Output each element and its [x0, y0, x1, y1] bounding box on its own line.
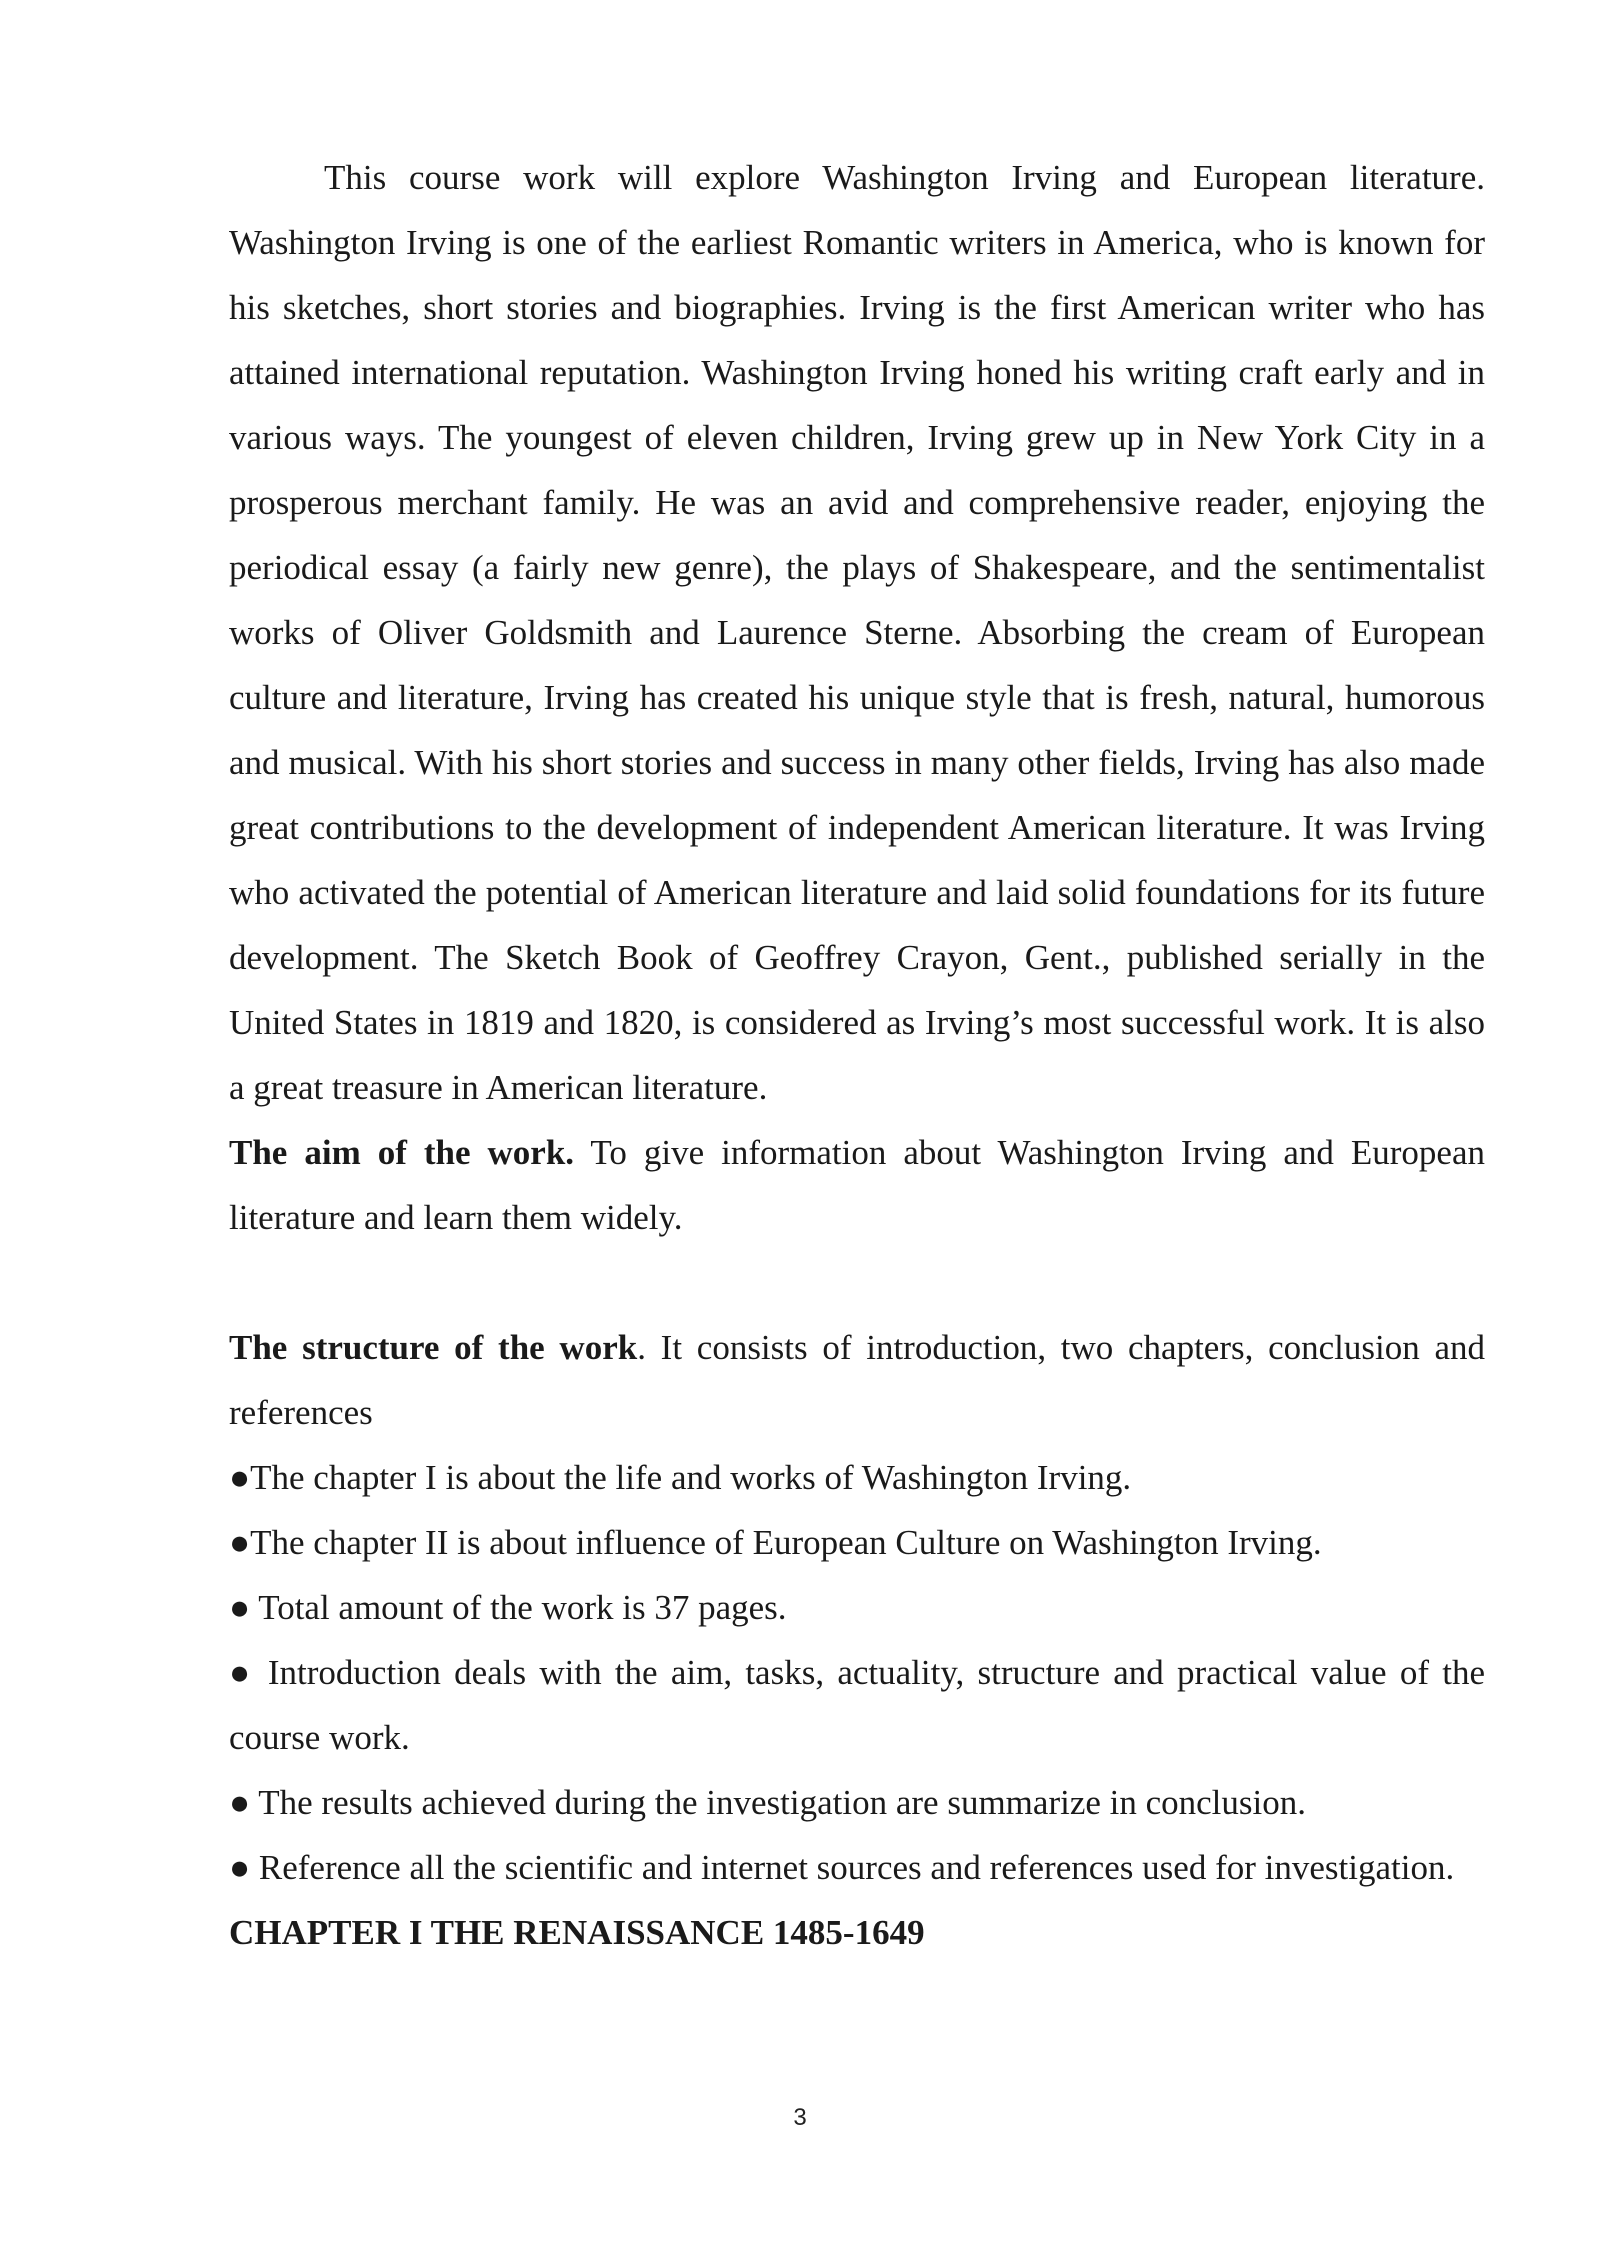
- paragraph-gap: [229, 1250, 1485, 1315]
- chapter-heading: CHAPTER I THE RENAISSANCE 1485-1649: [229, 1913, 925, 1952]
- structure-label: The structure of the work: [229, 1328, 638, 1367]
- aim-text: To give information about Washington Irving and European literature and learn them widely.: [229, 1133, 1485, 1237]
- aim-paragraph: [229, 1120, 1485, 1250]
- aim-label: The aim of the work.: [229, 1133, 575, 1172]
- bullet-item: ●The chapter II is about influence of European Culture on Washington Irving.: [229, 1523, 1322, 1562]
- bullet-item: ● Reference all the scientific and internet sources and references used for investigation.: [229, 1848, 1455, 1887]
- bullet-item: ● The results achieved during the investigation are summarize in conclusion.: [229, 1783, 1307, 1822]
- intro-paragraph: This course work will explore Washington Irving and European literature. Washington Irving is one of the earliest Romantic writers in America, who is known for his sketches, short stories and biographies. Irving is the first American writer who has attained international reputation. Washington Irving honed his writing craft early and in various ways. The youngest of eleven children, Irving grew up in New York City in a prosperous merchant family. He was an avid and comprehensive reader, enjoying the periodical essay (a fairly new genre), the plays of Shakespeare, and the sentimentalist works of Oliver Goldsmith and Laurence Sterne. Absorbing the cream of European culture and literature, Irving has created his unique style that is fresh, natural, humorous and musical. With his short stories and success in many other fields, Irving has also made great contributions to the development of independent American literature. It was Irving who activated the potential of American literature and laid solid foundations for its future development. The Sketch Book of Geoffrey Crayon, Gent., published serially in the United States in 1819 and 1820, is considered as Irving’s most successful work. It is also a great treasure in American literature.: [229, 158, 1485, 1107]
- document-page: [229, 145, 1485, 1965]
- page-number: 3: [793, 2104, 807, 2131]
- bullet-item: ● Total amount of the work is 37 pages.: [229, 1588, 787, 1627]
- structure-paragraph: [229, 1315, 1485, 1445]
- bullet-item: ●The chapter I is about the life and works of Washington Irving.: [229, 1458, 1132, 1497]
- bullet-item: ● Introduction deals with the aim, tasks, actuality, structure and practical value of the course work.: [229, 1653, 1485, 1757]
- structure-text: . It consists of introduction, two chapters, conclusion and references: [229, 1328, 1485, 1432]
